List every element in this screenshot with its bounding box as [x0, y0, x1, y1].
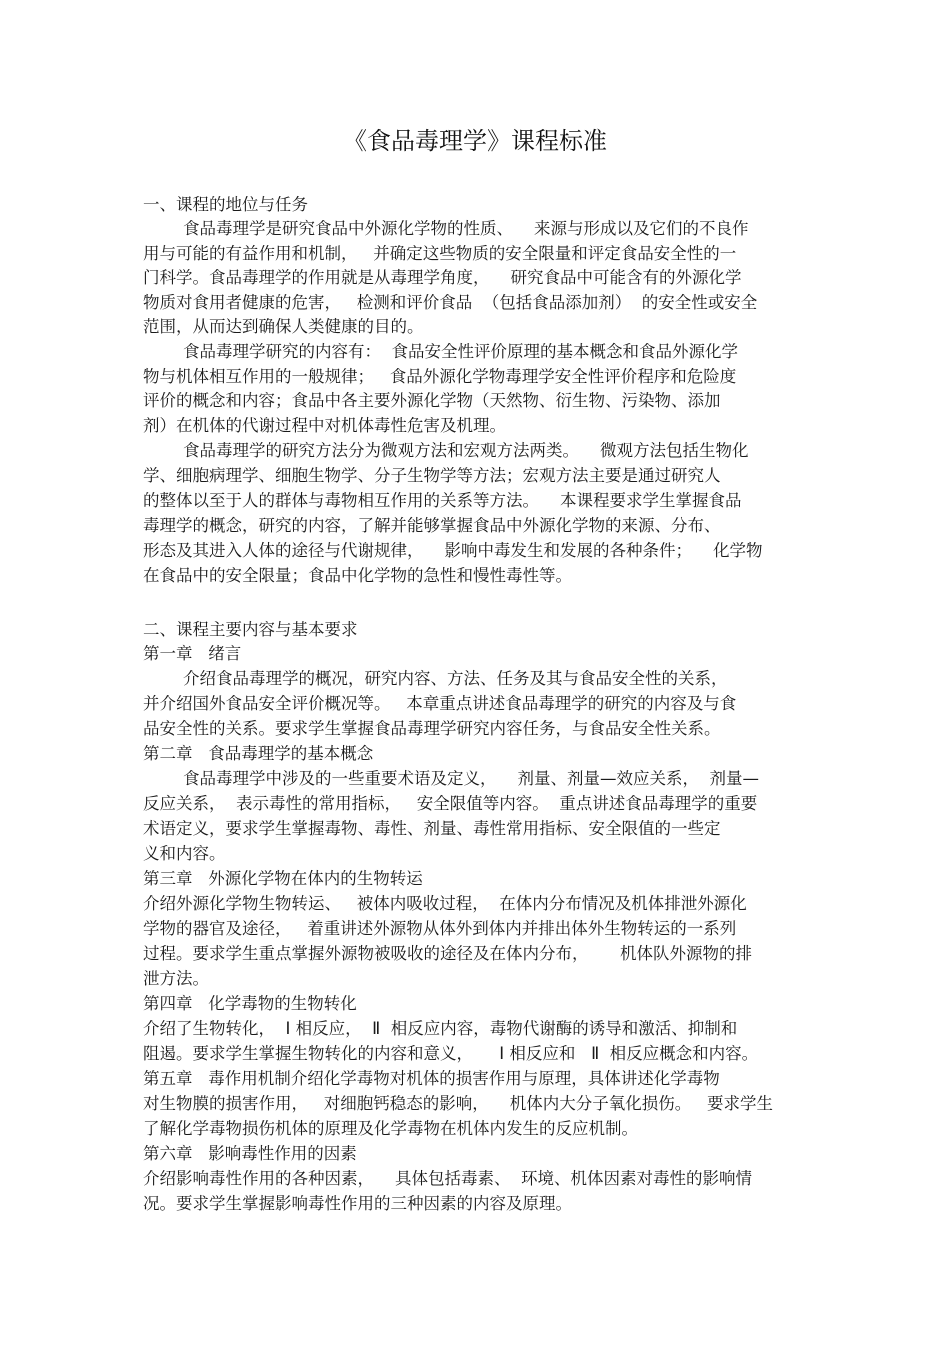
chapter-heading: 第一章 绪言	[143, 644, 242, 663]
paragraph-line: 学物的器官及途径， 着重讲述外源物从体外到体内并排出体外生物转运的一系列	[143, 919, 737, 938]
section-heading: 一、课程的地位与任务	[143, 195, 308, 214]
paragraph-line: 介绍外源化学物生物转运、 被体内吸收过程， 在体内分布情况及机体排泄外源化	[143, 894, 747, 913]
paragraph-line: 泄方法。	[143, 969, 209, 988]
chapter-heading: 第四章 化学毒物的生物转化	[143, 994, 357, 1013]
paragraph-line: 的整体以至于人的群体与毒物相互作用的关系等方法。 本课程要求学生掌握食品	[143, 491, 742, 510]
paragraph-line: 过程。要求学生重点掌握外源物被吸收的途径及在体内分布， 机体队外源物的排	[143, 944, 752, 963]
paragraph-line: 毒理学的概念，研究的内容，了解并能够掌握食品中外源化学物的来源、分布、	[143, 516, 721, 535]
paragraph-line: 在食品中的安全限量；食品中化学物的急性和慢性毒性等。	[143, 566, 572, 585]
paragraph-line: 义和内容。	[143, 844, 226, 863]
paragraph-line: 用与可能的有益作用和机制， 并确定这些物质的安全限量和评定食品安全性的一	[143, 244, 737, 263]
paragraph-line: 门科学。食品毒理学的作用就是从毒理学角度， 研究食品中可能含有的外源化学	[143, 268, 742, 287]
paragraph-line: 介绍食品毒理学的概况，研究内容、方法、任务及其与食品安全性的关系，	[183, 669, 728, 688]
paragraph-line: 况。要求学生掌握影响毒性作用的三种因素的内容及原理。	[143, 1194, 572, 1213]
paragraph-line: 介绍了生物转化， Ⅰ 相反应， Ⅱ 相反应内容，毒物代谢酶的诱导和激活、抑制和	[143, 1019, 738, 1038]
paragraph-line: 反应关系， 表示毒性的常用指标， 安全限值等内容。 重点讲述食品毒理学的重要	[143, 794, 758, 813]
paragraph-line: 食品毒理学的研究方法分为微观方法和宏观方法两类。 微观方法包括生物化	[183, 441, 749, 460]
paragraph-line: 品安全性的关系。要求学生掌握食品毒理学研究内容任务，与食品安全性关系。	[143, 719, 721, 738]
paragraph-line: 评价的概念和内容；食品中各主要外源化学物（天然物、衍生物、污染物、添加	[143, 391, 721, 410]
paragraph-line: 介绍影响毒性作用的各种因素， 具体包括毒素、 环境、机体因素对毒性的影响情	[143, 1169, 752, 1188]
paragraph-line: 剂）在机体的代谢过程中对机体毒性危害及机理。	[143, 416, 506, 435]
paragraph-line: 形态及其进入人体的途径与代谢规律， 影响中毒发生和发展的各种条件； 化学物	[143, 541, 763, 560]
chapter-heading: 第二章 食品毒理学的基本概念	[143, 744, 374, 763]
paragraph-line: 了解化学毒物损伤机体的原理及化学毒物在机体内发生的反应机制。	[143, 1119, 638, 1138]
paragraph-line: 学、细胞病理学、细胞生物学、分子生物学等方法；宏观方法主要是通过研究人	[143, 466, 721, 485]
paragraph-line: 食品毒理学是研究食品中外源化学物的性质、 来源与形成以及它们的不良作	[183, 219, 749, 238]
paragraph-line: 对生物膜的损害作用， 对细胞钙稳态的影响， 机体内大分子氧化损伤。 要求学生	[143, 1094, 773, 1113]
paragraph-line: 术语定义，要求学生掌握毒物、毒性、剂量、毒性常用指标、安全限值的一些定	[143, 819, 721, 838]
chapter-heading: 第三章 外源化学物在体内的生物转运	[143, 869, 423, 888]
paragraph-line: 食品毒理学中涉及的一些重要术语及定义， 剂量、剂量—效应关系， 剂量—	[183, 769, 759, 788]
paragraph-line: 物与机体相互作用的一般规律； 食品外源化学物毒理学安全性评价程序和危险度	[143, 367, 737, 386]
chapter-heading: 第六章 影响毒性作用的因素	[143, 1144, 357, 1163]
chapter-heading: 第五章 毒作用机制介绍化学毒物对机体的损害作用与原理，具体讲述化学毒物	[143, 1069, 720, 1088]
paragraph-line: 食品毒理学研究的内容有： 食品安全性评价原理的基本概念和食品外源化学	[183, 342, 738, 361]
paragraph-line: 物质对食用者健康的危害， 检测和评价食品 （包括食品添加剂） 的安全性或安全	[143, 293, 758, 312]
paragraph-line: 范围，从而达到确保人类健康的目的。	[143, 317, 424, 336]
paragraph-line: 阻遏。要求学生掌握生物转化的内容和意义， Ⅰ 相反应和 Ⅱ 相反应概念和内容。	[143, 1044, 759, 1063]
paragraph-line: 并介绍国外食品安全评价概况等。 本章重点讲述食品毒理学的研究的内容及与食	[143, 694, 737, 713]
section-heading: 二、课程主要内容与基本要求	[143, 620, 358, 639]
document-title: 《食品毒理学》课程标准	[343, 127, 607, 155]
